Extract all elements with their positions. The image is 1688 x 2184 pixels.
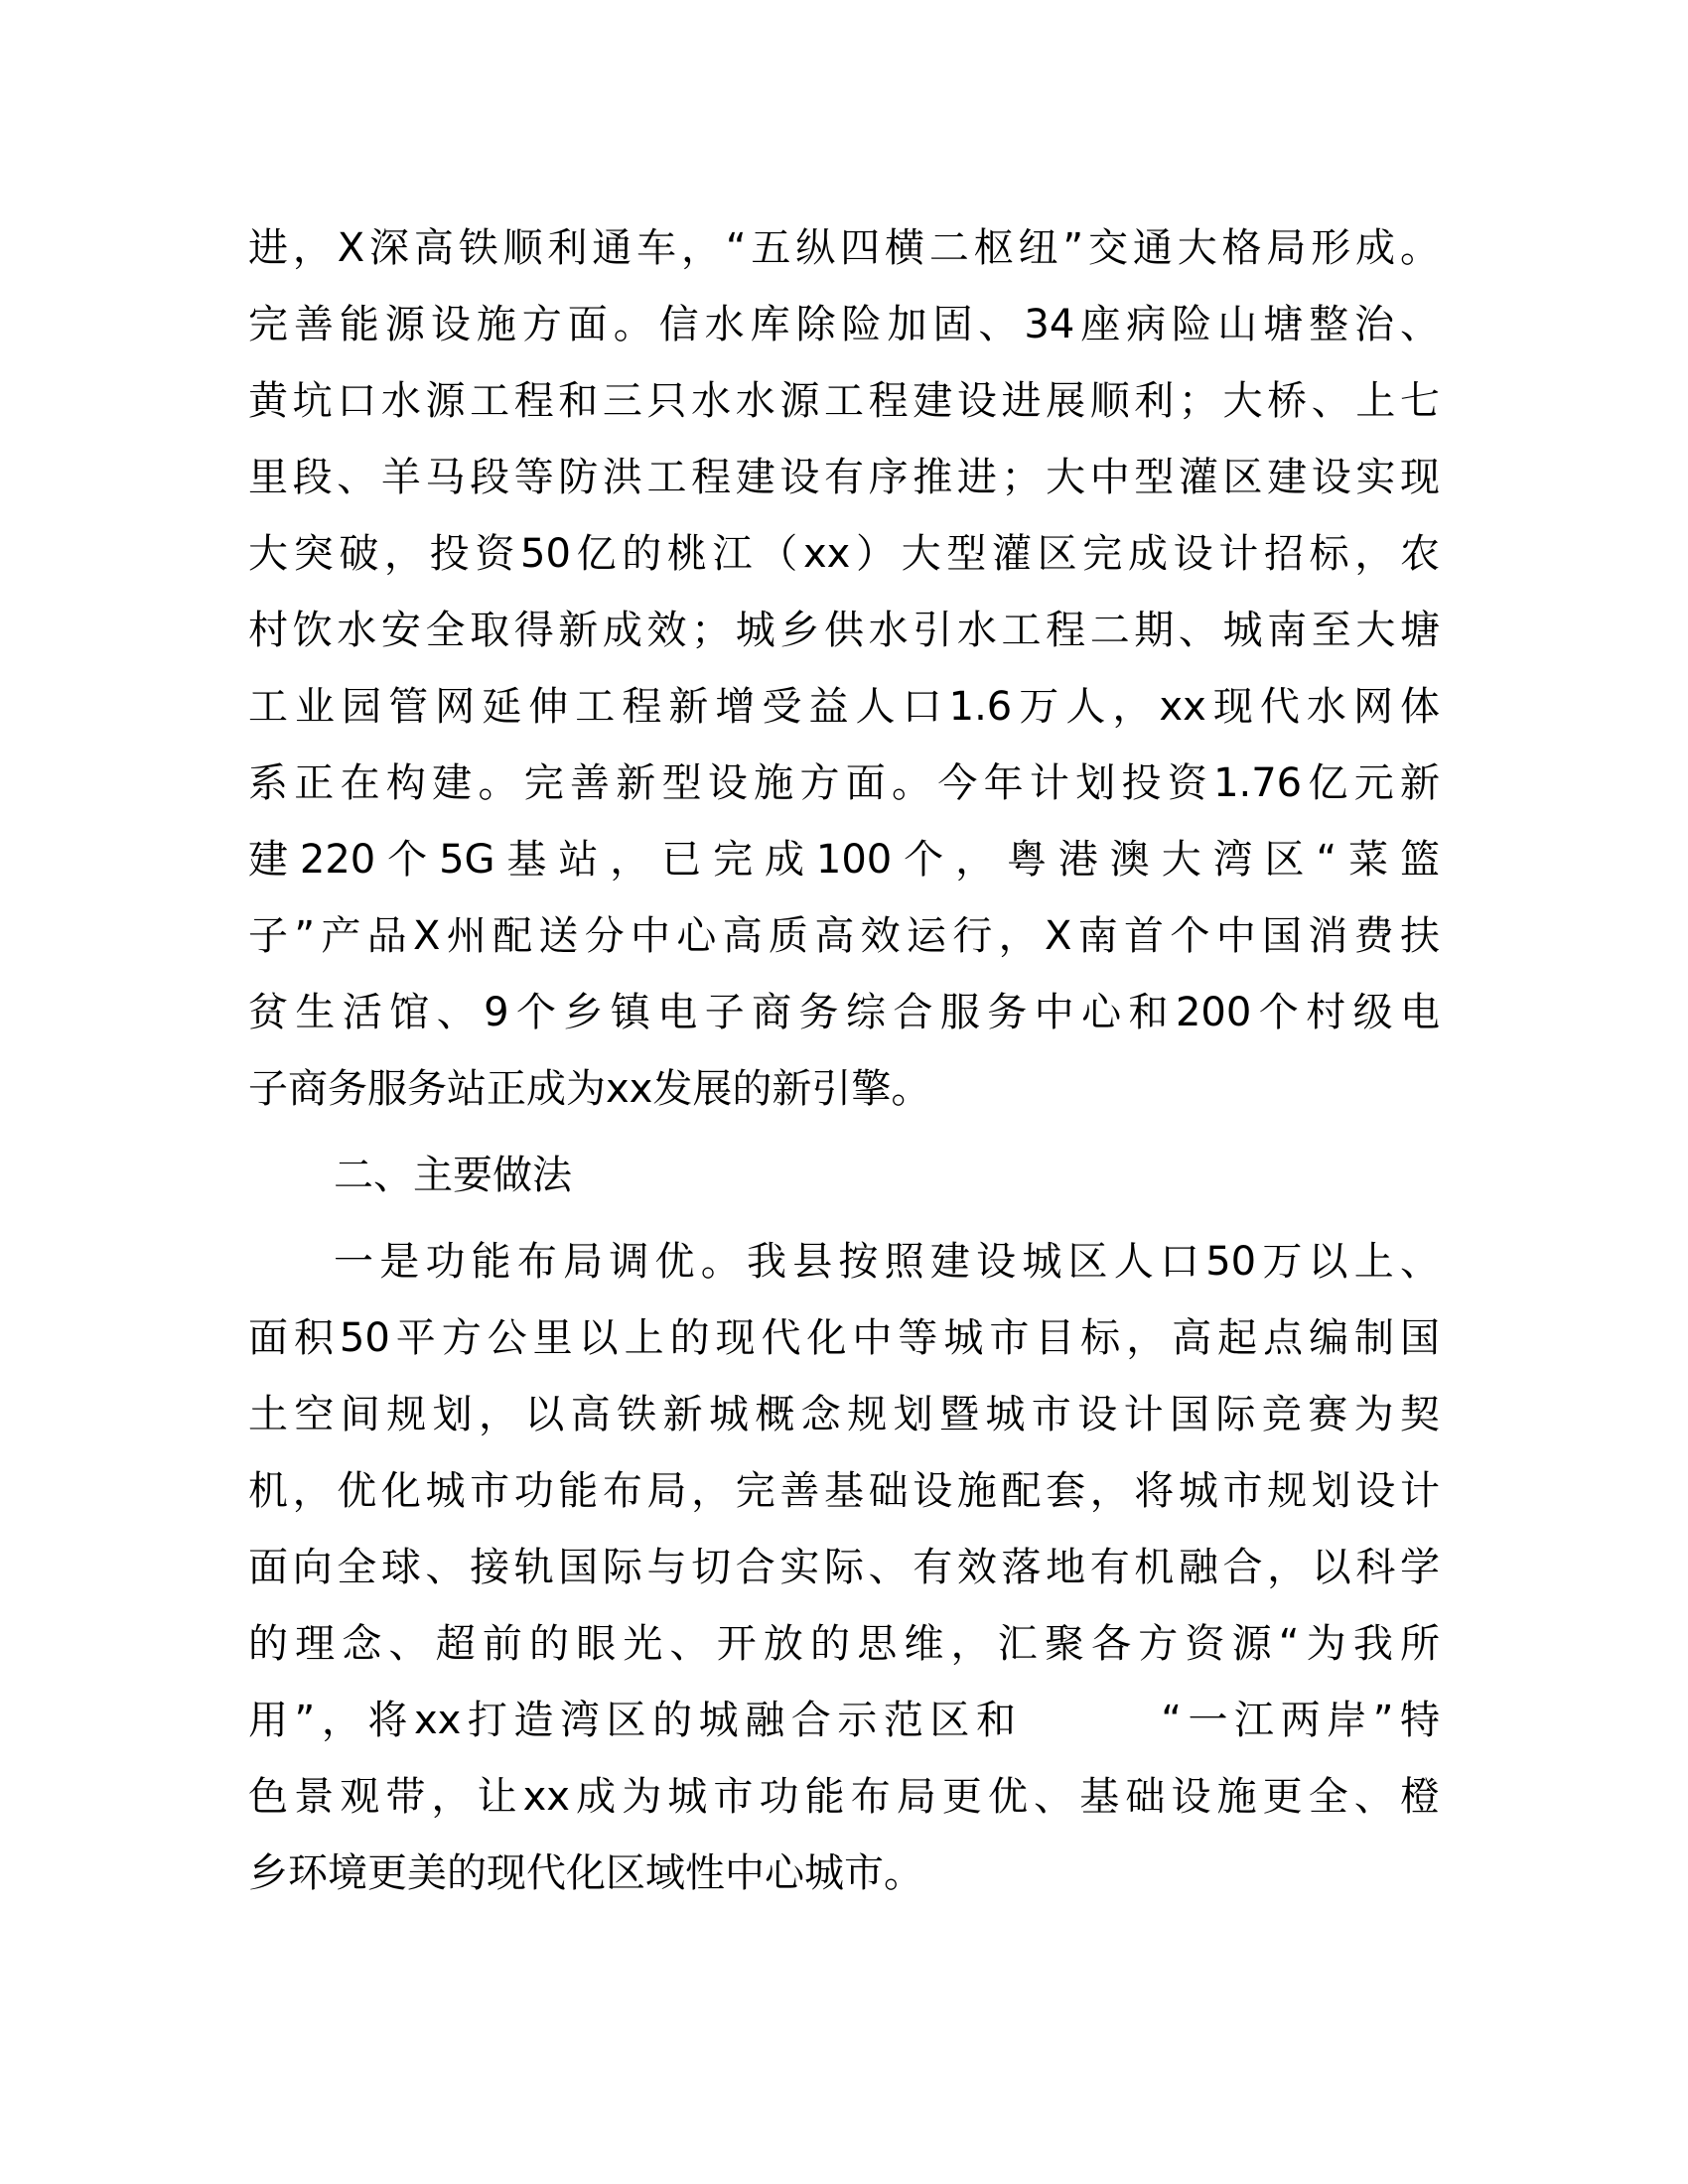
text-line: 面向全球、接轨国际与切合实际、有效落地有机融合，以科学 [248,1545,1440,1590]
paragraph-infrastructure-progress [248,210,1440,1128]
text-line: 进，X深高铁顺利通车，“五纵四横二枢纽”交通大格局形成。 [248,225,1440,271]
text-line: 大突破，投资50亿的桃江（xx）大型灌区完成设计招标，农 [248,531,1440,577]
text-line: 用”，将xx打造湾区的城融合示范区和 “一江两岸”特 [248,1698,1440,1743]
text-line: 里段、羊马段等防洪工程建设有序推进；大中型灌区建设实现 [248,455,1440,500]
text-line: 建220个5G基站，已完成100个，粤港澳大湾区“菜篮 [248,837,1440,883]
section-heading: 二、主要做法 [334,1153,572,1198]
text-line: 黄坑口水源工程和三只水水源工程建设进展顺利；大桥、上七 [248,378,1440,424]
text-line: 面积50平方公里以上的现代化中等城市目标，高起点编制国 [248,1315,1440,1361]
text-line: 机，优化城市功能布局，完善基础设施配套，将城市规划设计 [248,1468,1440,1514]
text-line: 贫生活馆、9个乡镇电子商务综合服务中心和200个村级电 [248,990,1440,1035]
text-line: 一是功能布局调优。我县按照建设城区人口50万以上、 [334,1239,1440,1285]
text-line: 土空间规划，以高铁新城概念规划暨城市设计国际竞赛为契 [248,1392,1440,1437]
document-page [248,210,1440,1912]
text-line: 子商务服务站正成为xx发展的新引擎。 [248,1066,931,1112]
text-line: 乡环境更美的现代化区域性中心城市。 [248,1850,923,1896]
text-line: 村饮水安全取得新成效；城乡供水引水工程二期、城南至大塘 [248,608,1440,653]
text-line: 的理念、超前的眼光、开放的思维，汇聚各方资源“为我所 [248,1621,1440,1667]
text-line: 色景观带，让xx成为城市功能布局更优、基础设施更全、橙 [248,1774,1440,1820]
paragraph-main-practices [248,1224,1440,1912]
text-line: 完善能源设施方面。信水库除险加固、34座病险山塘整治、 [248,302,1440,347]
text-line: 系正在构建。完善新型设施方面。今年计划投资1.76亿元新 [248,760,1440,806]
text-line: 子”产品X州配送分中心高质高效运行，X南首个中国消费扶 [248,913,1440,959]
text-line: 工业园管网延伸工程新增受益人口1.6万人，xx现代水网体 [248,684,1440,730]
